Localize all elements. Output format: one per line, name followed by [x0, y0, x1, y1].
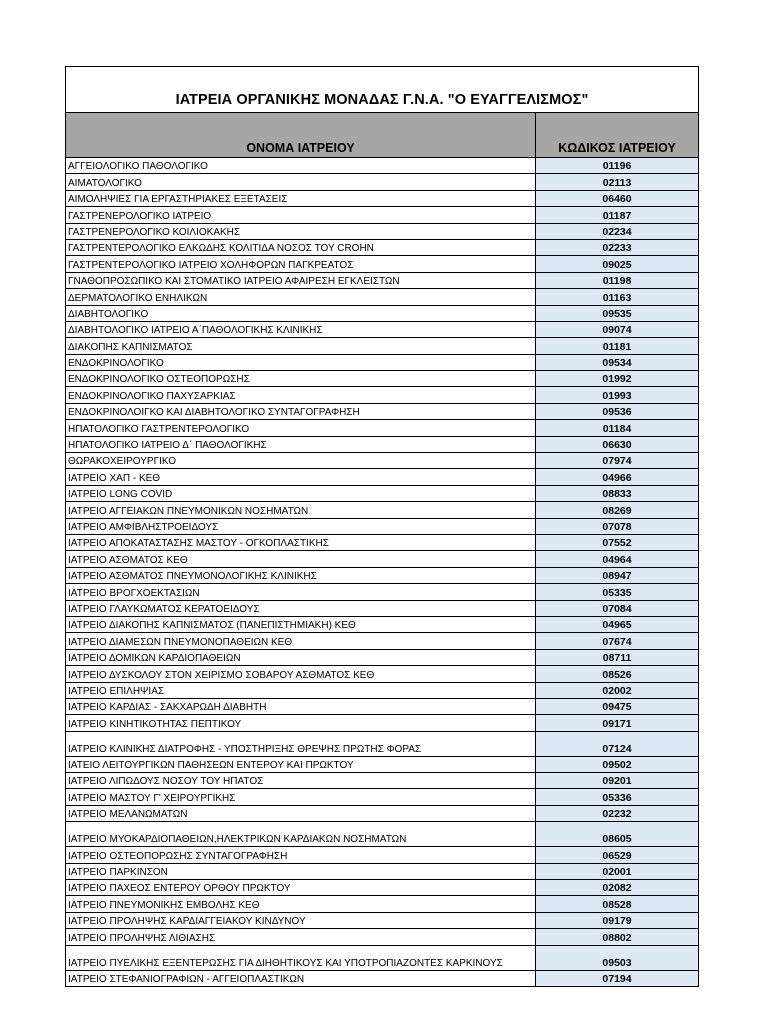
- table-row: [66, 289, 698, 305]
- clinic-name-cell: ΙΑΤΡΕΙΟ ΑΜΦΙΒΛΗΣΤΡΟΕΙΔΟΥΣ: [66, 519, 536, 534]
- table-row: [66, 699, 698, 715]
- table-row: [66, 519, 698, 535]
- table-row: [66, 174, 698, 190]
- column-header-code: ΚΩΔΙΚΟΣ ΙΑΤΡΕΙΟΥ: [558, 141, 676, 155]
- table-row: [66, 502, 698, 518]
- clinic-code-cell: 07084: [536, 601, 698, 616]
- table-row: [66, 650, 698, 666]
- clinic-name-cell: ΙΑΤΡΕΙΟ ΑΣΘΜΑΤΟΣ ΚΕΘ: [66, 551, 536, 566]
- clinic-code-cell: 07674: [536, 633, 698, 648]
- table-row: [66, 913, 698, 929]
- table-row: [66, 338, 698, 354]
- table-row: [66, 864, 698, 880]
- table-row: [66, 946, 698, 971]
- clinic-code-cell: 05336: [536, 789, 698, 804]
- table-body: [66, 158, 698, 986]
- clinic-name-cell: ΙΑΤΡΕΙΟ ΣΤΕΦΑΝΙΟΓΡΑΦΙΩΝ - ΑΓΓΕΙΟΠΛΑΣΤΙΚΩΝ: [66, 971, 536, 986]
- clinic-name-cell: ΙΑΤΡΕΙΟ ΠΝΕΥΜΟΝΙΚΗΣ ΕΜΒΟΛΗΣ ΚΕΘ: [66, 896, 536, 911]
- page-title: ΙΑΤΡΕΙΑ ΟΡΓΑΝΙΚΗΣ ΜΟΝΑΔΑΣ Γ.Ν.Α. "Ο ΕΥΑΓΓΕΛΙΣΜΟΣ": [66, 67, 698, 113]
- clinic-name-cell: ΕΝΔΟΚΡΙΝΟΛΟΓΙΚΟ ΠΑΧΥΣΑΡΚΙΑΣ: [66, 387, 536, 402]
- table-row: [66, 256, 698, 272]
- clinic-name-cell: ΙΑΤΡΕΙΟ ΔΙΑΜΕΣΩΝ ΠΝΕΥΜΟΝΟΠΑΘΕΙΩΝ ΚΕΘ: [66, 633, 536, 648]
- clinic-code-cell: 08528: [536, 896, 698, 911]
- clinic-code-cell: 07974: [536, 453, 698, 468]
- clinic-name-cell: ΗΠΑΤΟΛΟΓΙΚΟ ΙΑΤΡΕΙΟ Δ΄ ΠΑΘΟΛΟΓΙΚΗΣ: [66, 437, 536, 452]
- clinic-code-cell: 09536: [536, 404, 698, 419]
- table-row: [66, 158, 698, 174]
- table-row: [66, 191, 698, 207]
- clinic-name-cell: ΓΑΣΤΡΕΝΤΕΡΟΛΟΓΙΚΟ ΕΛΚΩΔΗΣ ΚΟΛΙΤΙΔΑ ΝΟΣΟΣ ΤΟΥ CROHN: [66, 240, 536, 255]
- clinic-name-cell: ΙΑΤΡΕΙΟ ΠΑΡΚΙΝΣΟΝ: [66, 864, 536, 879]
- table-row: [66, 420, 698, 436]
- clinic-code-cell: 02232: [536, 806, 698, 821]
- clinic-name-cell: ΙΑΤΡΕΙΟ ΑΠΟΚΑΤΑΣΤΑΣΗΣ ΜΑΣΤΟΥ - ΟΓΚΟΠΛΑΣΤΙΚΗΣ: [66, 535, 536, 550]
- clinic-code-cell: 06460: [536, 191, 698, 206]
- clinic-name-cell: ΙΑΤΕΙΟ ΛΕΙΤΟΥΡΓΙΚΩΝ ΠΑΘΗΣΕΩΝ ΕΝΤΕΡΟΥ ΚΑΙ ΠΡΩΚΤΟΥ: [66, 757, 536, 772]
- clinic-name-cell: ΙΑΤΡΕΙΟ ΓΛΑΥΚΩΜΑΤΟΣ ΚΕΡΑΤΟΕΙΔΟΥΣ: [66, 601, 536, 616]
- clinic-code-cell: 08833: [536, 486, 698, 501]
- clinic-code-cell: 02082: [536, 880, 698, 895]
- clinic-name-cell: ΙΑΤΡΕΙΟ ΚΛΙΝΙΚΗΣ ΔΙΑΤΡΟΦΗΣ - ΥΠΟΣΤΗΡΙΞΗΣ ΘΡΕΨΗΣ ΠΡΩΤΗΣ ΦΟΡΑΣ: [66, 732, 536, 756]
- clinic-name-cell: ΙΑΤΡΕΙΟ ΚΑΡΔΙΑΣ - ΣΑΚΧΑΡΩΔΗ ΔΙΑΒΗΤΗ: [66, 699, 536, 714]
- clinic-name-cell: ΙΑΤΡΕΙΟ ΜΑΣΤΟΥ Γ' ΧΕΙΡΟΥΡΓΙΚΗΣ: [66, 789, 536, 804]
- clinic-name-cell: ΙΑΤΡΕΙΟ LONG COVID: [66, 486, 536, 501]
- clinic-code-cell: 08605: [536, 822, 698, 846]
- clinic-code-cell: 09534: [536, 355, 698, 370]
- clinic-name-cell: ΙΑΤΡΕΙΟ ΑΣΘΜΑΤΟΣ ΠΝΕΥΜΟΝΟΛΟΓΙΚΗΣ ΚΛΙΝΙΚΗΣ: [66, 568, 536, 583]
- clinic-name-cell: ΕΝΔΟΚΡΙΝΟΛΟΙΓΚΟ ΚΑΙ ΔΙΑΒΗΤΟΛΟΓΙΚΟ ΣΥΝΤΑΓΟΓΡΑΦΗΣΗ: [66, 404, 536, 419]
- clinic-name-cell: ΙΑΤΡΕΙΟ ΚΙΝΗΤΙΚΟΤΗΤΑΣ ΠΕΠΤΙΚΟΥ: [66, 715, 536, 730]
- table-row: [66, 322, 698, 338]
- clinic-code-cell: 09502: [536, 757, 698, 772]
- table-row: [66, 847, 698, 863]
- clinic-name-cell: ΙΑΤΡΕΙΟ ΠΡΟΛΗΨΗΣ ΚΑΡΔΙΑΓΓΕΙΑΚΟΥ ΚΙΝΔΥΝΟΥ: [66, 913, 536, 928]
- clinic-name-cell: ΙΑΤΡΕΙΟ ΔΥΣΚΟΛΟΥ ΣΤΟΝ ΧΕΙΡΙΣΜΟ ΣΟΒΑΡΟΥ ΑΣΘΜΑΤΟΣ ΚΕΘ: [66, 666, 536, 681]
- clinic-code-cell: 01993: [536, 387, 698, 402]
- table-row: [66, 715, 698, 731]
- clinic-code-cell: 09179: [536, 913, 698, 928]
- clinic-name-cell: ΙΑΤΡΕΙΟ ΒΡΟΓΧΟΕΚΤΑΣΙΩΝ: [66, 584, 536, 599]
- clinic-code-cell: 09074: [536, 322, 698, 337]
- clinic-code-cell: 04965: [536, 617, 698, 632]
- clinic-code-cell: 09475: [536, 699, 698, 714]
- clinic-code-cell: 07124: [536, 732, 698, 756]
- clinic-name-cell: ΕΝΔΟΚΡΙΝΟΛΟΓΙΚΟ: [66, 355, 536, 370]
- table-row: [66, 371, 698, 387]
- clinic-name-cell: ΙΑΤΡΕΙΟ ΑΓΓΕΙΑΚΩΝ ΠΝΕΥΜΟΝΙΚΩΝ ΝΟΣΗΜΑΤΩΝ: [66, 502, 536, 517]
- clinic-name-cell: ΔΙΑΒΗΤΟΛΟΓΙΚΟ ΙΑΤΡΕΙΟ Α΄ΠΑΘΟΛΟΓΙΚΗΣ ΚΛΙΝΙΚΗΣ: [66, 322, 536, 337]
- table-row: [66, 568, 698, 584]
- clinic-code-cell: 02233: [536, 240, 698, 255]
- clinic-code-cell: 09171: [536, 715, 698, 730]
- clinic-code-cell: 01181: [536, 338, 698, 353]
- clinic-name-cell: ΙΑΤΡΕΙΟ ΟΣΤΕΟΠΟΡΩΣΗΣ ΣΥΝΤΑΓΟΓΡΑΦΗΣΗ: [66, 847, 536, 862]
- clinic-name-cell: ΙΑΤΡΕΙΟ ΕΠΙΛΗΨΙΑΣ: [66, 683, 536, 698]
- clinic-name-cell: ΑΙΜΟΛΗΨΙΕΣ ΓΙΑ ΕΡΓΑΣΤΗΡΙΑΚΕΣ ΕΞΕΤΑΣΕΙΣ: [66, 191, 536, 206]
- clinic-code-cell: 02113: [536, 174, 698, 189]
- clinic-code-cell: 06529: [536, 847, 698, 862]
- table-row: [66, 896, 698, 912]
- clinic-name-cell: ΑΓΓΕΙΟΛΟΓΙΚΟ ΠΑΘΟΛΟΓΙΚΟ: [66, 158, 536, 173]
- clinic-name-cell: ΓΑΣΤΡΕΝΕΡΟΛΟΓΙΚΟ ΙΑΤΡΕΙΟ: [66, 207, 536, 222]
- clinic-code-cell: 09535: [536, 306, 698, 321]
- table-row: [66, 207, 698, 223]
- table-row: [66, 404, 698, 420]
- table-row: [66, 486, 698, 502]
- clinic-code-cell: 06630: [536, 437, 698, 452]
- clinic-code-cell: 01992: [536, 371, 698, 386]
- clinic-name-cell: ΙΑΤΡΕΙΟ ΛΙΠΩΔΟΥΣ ΝΟΣΟΥ ΤΟΥ ΗΠΑΤΟΣ: [66, 773, 536, 788]
- table-row: [66, 273, 698, 289]
- clinic-code-cell: 07078: [536, 519, 698, 534]
- table-row: [66, 806, 698, 822]
- clinic-code-cell: 09503: [536, 946, 698, 970]
- clinic-code-cell: 09025: [536, 256, 698, 271]
- column-header-name: ΟΝΟΜΑ ΙΑΤΡΕΙΟΥ: [66, 113, 536, 157]
- table-row: [66, 789, 698, 805]
- clinic-code-cell: 01198: [536, 273, 698, 288]
- clinic-code-cell: 01163: [536, 289, 698, 304]
- table-row: [66, 822, 698, 847]
- table-row: [66, 240, 698, 256]
- clinic-code-cell: 08526: [536, 666, 698, 681]
- table-row: [66, 535, 698, 551]
- table-row: [66, 437, 698, 453]
- clinic-code-cell: 07552: [536, 535, 698, 550]
- table-row: [66, 387, 698, 403]
- clinic-code-cell: 08269: [536, 502, 698, 517]
- table-row: [66, 732, 698, 757]
- clinic-name-cell: ΘΩΡΑΚΟΧΕΙΡΟΥΡΓΙΚΟ: [66, 453, 536, 468]
- table-row: [66, 584, 698, 600]
- clinic-name-cell: ΙΑΤΡΕΙΟ ΠΥΕΛΙΚΗΣ ΕΞΕΝΤΕΡΩΣΗΣ ΓΙΑ ΔΙΗΘΗΤΙΚΟΥΣ ΚΑΙ ΥΠΟΤΡΟΠΙΑΖΟΝΤΕΣ ΚΑΡΚΙΝΟΥΣ: [66, 946, 536, 970]
- table-row: [66, 683, 698, 699]
- clinic-name-cell: ΙΑΤΡΕΙΟ ΜΥΟΚΑΡΔΙΟΠΑΘΕΙΩΝ,ΗΛΕΚΤΡΙΚΩΝ ΚΑΡΔΙΑΚΩΝ ΝΟΣΗΜΑΤΩΝ: [66, 822, 536, 846]
- clinic-name-cell: ΓΑΣΤΡΕΝΕΡΟΛΟΓΙΚΟ ΚΟΙΛΙΟΚΑΚΗΣ: [66, 224, 536, 239]
- table-row: [66, 757, 698, 773]
- clinic-name-cell: ΔΙΑΒΗΤΟΛΟΓΙΚΟ: [66, 306, 536, 321]
- clinic-code-cell: 01196: [536, 158, 698, 173]
- table-row: [66, 551, 698, 567]
- clinic-name-cell: ΙΑΤΡΕΙΟ ΠΑΧΕΟΣ ΕΝΤΕΡΟΥ ΟΡΘΟΥ ΠΡΩΚΤΟΥ: [66, 880, 536, 895]
- clinic-code-cell: 02234: [536, 224, 698, 239]
- clinic-name-cell: ΓΑΣΤΡΕΝΤΕΡΟΛΟΓΙΚΟ ΙΑΤΡΕΙΟ ΧΟΛΗΦΟΡΩΝ ΠΑΓΚΡΕΑΤΟΣ: [66, 256, 536, 271]
- clinic-code-cell: 05335: [536, 584, 698, 599]
- clinic-code-cell: 02001: [536, 864, 698, 879]
- clinic-name-cell: ΕΝΔΟΚΡΙΝΟΛΟΓΙΚΟ ΟΣΤΕΟΠΟΡΩΣΗΣ: [66, 371, 536, 386]
- clinic-name-cell: ΙΑΤΡΕΙΟ ΔΙΑΚΟΠΗΣ ΚΑΠΝΙΣΜΑΤΟΣ (ΠΑΝΕΠΙΣΤΗΜΙΑΚΗ) ΚΕΘ: [66, 617, 536, 632]
- clinic-code-cell: 07194: [536, 971, 698, 986]
- clinic-name-cell: ΔΙΑΚΟΠΗΣ ΚΑΠΝΙΣΜΑΤΟΣ: [66, 338, 536, 353]
- table-row: [66, 929, 698, 945]
- clinic-code-cell: 08802: [536, 929, 698, 944]
- table-row: [66, 355, 698, 371]
- table-row: [66, 601, 698, 617]
- clinic-name-cell: ΙΑΤΡΕΙΟ ΧΑΠ - ΚΕΘ: [66, 469, 536, 484]
- clinic-name-cell: ΓΝΑΘΟΠΡΟΣΩΠΙΚΟ ΚΑΙ ΣΤΟΜΑΤΙΚΟ ΙΑΤΡΕΙΟ ΑΦΑΙΡΕΣΗ ΕΓΚΛΕΙΣΤΩΝ: [66, 273, 536, 288]
- clinic-code-cell: 08947: [536, 568, 698, 583]
- table-header: [66, 113, 698, 158]
- clinic-name-cell: ΑΙΜΑΤΟΛΟΓΙΚΟ: [66, 174, 536, 189]
- clinic-name-cell: ΙΑΤΡΕΙΟ ΔΟΜΙΚΩΝ ΚΑΡΔΙΟΠΑΘΕΙΩΝ: [66, 650, 536, 665]
- clinics-table: [65, 66, 699, 987]
- clinic-code-cell: 01184: [536, 420, 698, 435]
- table-row: [66, 469, 698, 485]
- table-row: [66, 617, 698, 633]
- table-row: [66, 880, 698, 896]
- table-row: [66, 633, 698, 649]
- clinic-code-cell: 09201: [536, 773, 698, 788]
- table-row: [66, 666, 698, 682]
- clinic-code-cell: 04966: [536, 469, 698, 484]
- clinic-name-cell: ΙΑΤΡΕΙΟ ΜΕΛΑΝΩΜΑΤΩΝ: [66, 806, 536, 821]
- table-row: [66, 306, 698, 322]
- clinic-name-cell: ΙΑΤΡΕΙΟ ΠΡΟΛΗΨΗΣ ΛΙΘΙΑΣΗΣ: [66, 929, 536, 944]
- clinic-name-cell: ΗΠΑΤΟΛΟΓΙΚΟ ΓΑΣΤΡΕΝΤΕΡΟΛΟΓΙΚΟ: [66, 420, 536, 435]
- clinic-code-cell: 04964: [536, 551, 698, 566]
- clinic-code-cell: 08711: [536, 650, 698, 665]
- table-row: [66, 971, 698, 986]
- table-row: [66, 224, 698, 240]
- clinic-code-cell: 01187: [536, 207, 698, 222]
- table-row: [66, 453, 698, 469]
- table-row: [66, 773, 698, 789]
- clinic-name-cell: ΔΕΡΜΑΤΟΛΟΓΙΚΟ ΕΝΗΛΙΚΩΝ: [66, 289, 536, 304]
- clinic-code-cell: 02002: [536, 683, 698, 698]
